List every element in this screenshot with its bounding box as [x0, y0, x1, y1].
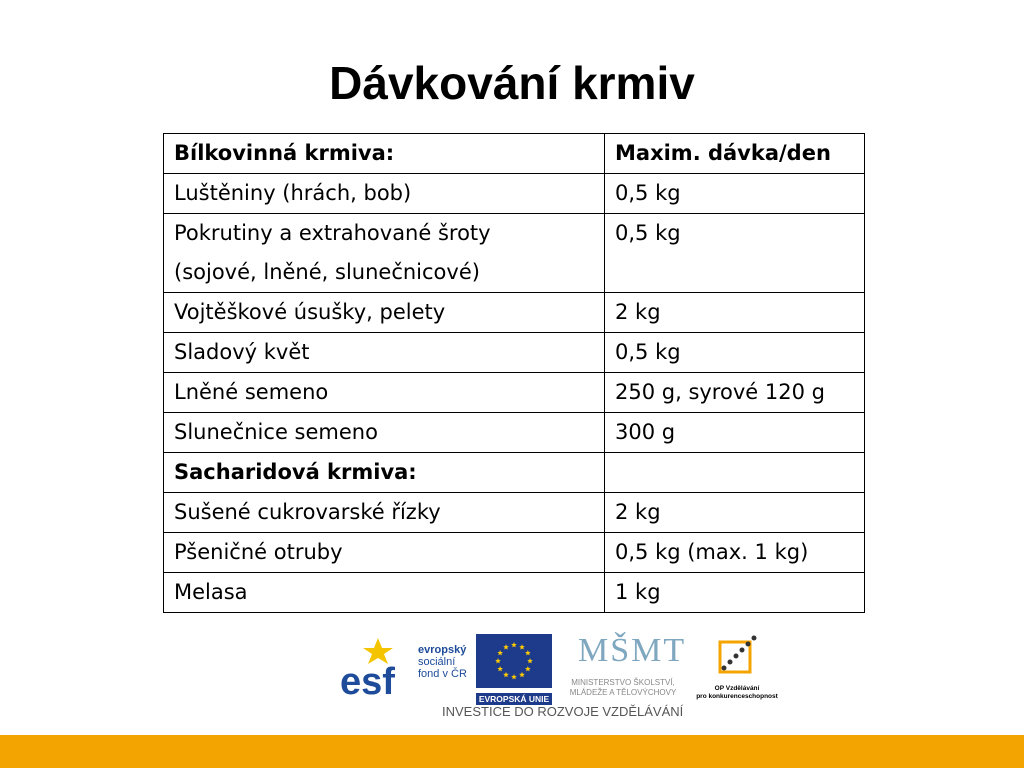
eu-label: EVROPSKÁ UNIE: [476, 693, 552, 705]
funding-logos: [338, 632, 778, 722]
max-dose-cell: 0,5 kg (max. 1 kg): [605, 533, 865, 573]
feed-name: Sušené cukrovarské řízky: [174, 500, 441, 524]
feed-name-cell: [164, 214, 605, 293]
op-logo: [694, 632, 780, 702]
eu-logo: [476, 634, 552, 704]
feed-name: Lněné semeno: [174, 380, 329, 404]
msmt-logo: [558, 632, 688, 702]
feed-name: Luštěniny (hrách, bob): [174, 181, 412, 205]
max-dose-cell: 1 kg: [605, 573, 865, 613]
feed-name-cell: [164, 493, 605, 533]
esf-mark-text: esf: [340, 661, 395, 698]
max-dose-cell: [605, 453, 865, 493]
feed-name: Sladový květ: [174, 340, 310, 364]
msmt-line1: MINISTERSTVO ŠKOLSTVÍ,: [571, 678, 675, 687]
feed-name-cell: [164, 293, 605, 333]
max-dose-cell: 0,5 kg: [605, 174, 865, 214]
msmt-line2: MLÁDEŽE A TĚLOVÝCHOVY: [569, 688, 677, 697]
max-dose-cell: 2 kg: [605, 493, 865, 533]
feed-name: Bílkovinná krmiva:: [174, 141, 395, 165]
feed-name-cell: [164, 333, 605, 373]
table-row: [164, 174, 865, 214]
feed-dosage-table: [163, 133, 865, 613]
op-line2: pro konkurenceschopnost: [696, 693, 778, 700]
feed-name: Slunečnice semeno: [174, 420, 378, 444]
table-row: [164, 134, 865, 174]
feed-name-continued: (sojové, lněné, slunečnicové): [174, 260, 480, 284]
esf-line3: fond v ČR: [418, 668, 467, 680]
feed-name: Melasa: [174, 580, 248, 604]
feed-name-cell: [164, 373, 605, 413]
esf-logo: [338, 636, 470, 698]
esf-mark-icon: [338, 636, 418, 698]
feed-name-cell: [164, 134, 605, 174]
esf-line1: evropský: [418, 644, 467, 656]
eu-flag-icon: [476, 634, 552, 688]
table-row: [164, 573, 865, 613]
slide-title: Dávkování krmiv: [329, 57, 695, 109]
max-dose-cell: 300 g: [605, 413, 865, 453]
table-row: [164, 533, 865, 573]
table-row: [164, 493, 865, 533]
investment-tagline: INVESTICE DO ROZVOJE VZDĚLÁVÁNÍ: [442, 704, 684, 719]
table-row: [164, 293, 865, 333]
bottom-accent-bar: [0, 735, 1024, 768]
table-row: [164, 373, 865, 413]
feed-name: Vojtěškové úsušky, pelety: [174, 300, 446, 324]
max-dose-cell: 2 kg: [605, 293, 865, 333]
table-row: [164, 413, 865, 453]
table-row: [164, 333, 865, 373]
feed-name-cell: [164, 573, 605, 613]
feed-name: Sacharidová krmiva:: [174, 460, 417, 484]
feed-name-cell: [164, 453, 605, 493]
table-row: [164, 453, 865, 493]
table-row: [164, 214, 865, 293]
op-mark-icon: [694, 632, 780, 680]
esf-line2: sociální: [418, 656, 456, 668]
feed-name-cell: [164, 174, 605, 214]
max-dose-cell: 0,5 kg: [605, 214, 865, 293]
feed-name-cell: [164, 533, 605, 573]
max-dose-cell: 0,5 kg: [605, 333, 865, 373]
feed-name-cell: [164, 413, 605, 453]
feed-name: Pokrutiny a extrahované šroty: [174, 221, 491, 245]
msmt-mark: MŠMT: [578, 632, 687, 669]
feed-name: Pšeničné otruby: [174, 540, 343, 564]
max-dose-cell: 250 g, syrové 120 g: [605, 373, 865, 413]
op-line1: OP Vzdělávání: [714, 685, 760, 692]
max-dose-cell: Maxim. dávka/den: [605, 134, 865, 174]
